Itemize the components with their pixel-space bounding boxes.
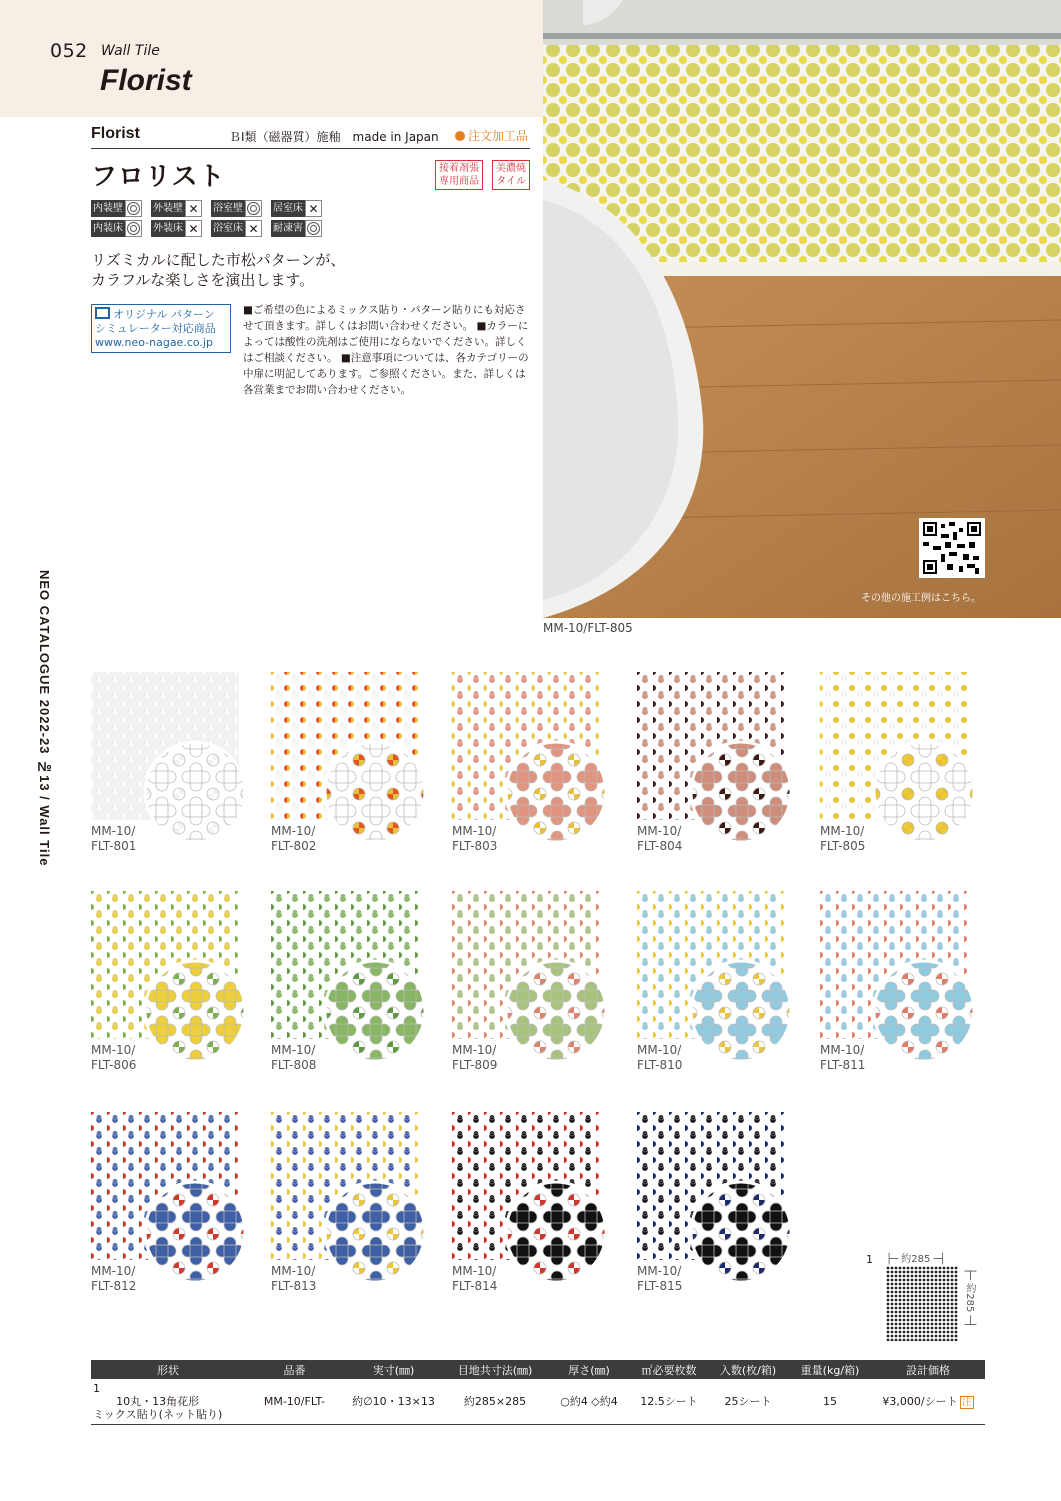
divider: [91, 148, 530, 149]
tile-closeup: [145, 742, 245, 842]
dimension-width-label: 約285: [901, 1254, 931, 1265]
usage-item: [211, 200, 271, 217]
tile-swatch: [271, 891, 419, 1072]
sheet-diagram: [886, 1266, 958, 1341]
page-number: 052: [50, 40, 88, 62]
tile-closeup: [691, 961, 791, 1061]
qr-code[interactable]: [919, 518, 985, 578]
sheet-diagram-graphic: [886, 1266, 958, 1341]
tile-swatch: [820, 891, 968, 1072]
description-line: リズミカルに配した市松パターンが、: [91, 251, 346, 269]
tile-code: MM-10/ FLT-812: [91, 1264, 137, 1293]
tile-closeup: [325, 742, 425, 842]
usage-item: [151, 220, 211, 237]
dimension-height: ├─ 約285 ─┤: [964, 1268, 975, 1328]
tile-code: MM-10/ FLT-814: [452, 1264, 498, 1293]
tile-closeup: [506, 961, 606, 1061]
tile-code: MM-10/ FLT-804: [637, 824, 683, 853]
tile-closeup: [874, 961, 974, 1061]
tile-swatch: [452, 672, 600, 853]
series-title: Florist: [100, 64, 192, 97]
product-name-jp: フロリスト: [91, 162, 226, 192]
tile-code: MM-10/ FLT-809: [452, 1043, 498, 1072]
tile-closeup: [874, 742, 974, 842]
spec-table: [91, 1360, 985, 1425]
cell-size: 約∅10・13×13: [344, 1379, 443, 1425]
usage-item: [151, 200, 211, 217]
double-circle-icon: [125, 200, 142, 217]
tile-swatch: [452, 1112, 600, 1293]
custom-order-badge: [455, 127, 528, 144]
cross-icon: ✕: [245, 220, 262, 237]
usage-item: [91, 200, 151, 217]
description: [91, 250, 345, 290]
dimension-height-label: 約285: [964, 1283, 975, 1313]
usage-item: [91, 220, 151, 237]
tile-code: MM-10/ FLT-801: [91, 824, 137, 853]
usage-item: [211, 220, 271, 237]
usage-label: 浴室床: [211, 220, 245, 237]
usage-label: 内装床: [91, 220, 125, 237]
table-header-row: [91, 1360, 985, 1379]
cell-shape: [91, 1379, 245, 1425]
qr-caption: その他の施工例はこちら。: [861, 593, 981, 604]
double-circle-icon: [305, 220, 322, 237]
cross-icon: ✕: [185, 220, 202, 237]
simulator-line2: シミュレーター対応商品: [95, 322, 216, 335]
usage-item: [271, 220, 331, 237]
mino-badge: [492, 160, 530, 190]
price-value: ¥3,000/シート: [882, 1394, 958, 1408]
tile-swatch: [637, 1112, 785, 1293]
tile-code: MM-10/ FLT-808: [271, 1043, 317, 1072]
qr-code-icon: [923, 522, 981, 574]
description-line: カラフルな楽しさを演出します。: [91, 271, 315, 289]
product-meta: ＢⅠ類（磁器質）施釉 made in Japan: [229, 130, 439, 144]
usage-label: 内装壁: [91, 200, 125, 217]
usage-label: 耐凍害: [271, 220, 305, 237]
tile-swatch: [91, 1112, 239, 1293]
tile-code: MM-10/ FLT-815: [637, 1264, 683, 1293]
tile-code: MM-10/ FLT-802: [271, 824, 317, 853]
tile-swatch: [271, 672, 419, 853]
col-price: 設計価格: [871, 1360, 985, 1379]
shape-line2: ミックス貼り(ネット貼り): [93, 1408, 223, 1421]
col-per-box: 入数(枚/箱): [707, 1360, 789, 1379]
cell-code: MM-10/FLT-: [245, 1379, 344, 1425]
cross-icon: ✕: [305, 200, 322, 217]
cell-per-box: 25シート: [707, 1379, 789, 1425]
usage-label: 外装床: [151, 220, 185, 237]
shape-line1: 10丸・13角花形: [116, 1395, 200, 1408]
double-circle-icon: [245, 200, 262, 217]
tile-code: MM-10/ FLT-803: [452, 824, 498, 853]
side-catalogue-label: NEO CATALOGUE 2022-23 №13 / Wall Tile: [37, 570, 52, 867]
tile-swatch: [91, 891, 239, 1072]
tile-code: MM-10/ FLT-811: [820, 1043, 866, 1072]
cell-price: [871, 1379, 985, 1425]
tile-code: MM-10/ FLT-806: [91, 1043, 137, 1072]
tile-swatch: [271, 1112, 419, 1293]
usage-item: [271, 200, 331, 217]
double-circle-icon: [125, 220, 142, 237]
monitor-icon: [95, 307, 110, 319]
adhesive-badge-line2: 専用商品: [439, 176, 479, 187]
tile-closeup: [145, 1182, 245, 1282]
product-name-en: Florist: [91, 125, 140, 142]
tile-closeup: [691, 742, 791, 842]
row-number: 1: [93, 1382, 100, 1395]
adhesive-badge-line1: 接着剤張: [439, 163, 479, 174]
tile-code: MM-10/ FLT-813: [271, 1264, 317, 1293]
col-size: 実寸(㎜): [344, 1360, 443, 1379]
simulator-box[interactable]: [91, 304, 231, 353]
usage-label: 居室床: [271, 200, 305, 217]
tile-swatch: [637, 672, 785, 853]
tile-closeup: [325, 1182, 425, 1282]
mino-badge-line2: タイル: [496, 176, 526, 187]
tile-closeup: [325, 961, 425, 1061]
category-label: Wall Tile: [101, 43, 160, 59]
custom-order-label: 注文加工品: [468, 129, 529, 143]
cross-icon: ✕: [185, 200, 202, 217]
tile-swatch: [91, 672, 239, 853]
col-thickness: 厚さ(㎜): [547, 1360, 631, 1379]
table-row: [91, 1379, 985, 1425]
note-mark: 注: [961, 1396, 972, 1408]
tile-swatch: [452, 891, 600, 1072]
simulator-url[interactable]: www.neo-nagae.co.jp: [95, 336, 213, 349]
usage-grid: [91, 200, 329, 237]
cell-joint: 約285×285: [443, 1379, 547, 1425]
cell-weight: 15: [789, 1379, 871, 1425]
col-shape: 形状: [91, 1360, 245, 1379]
tile-closeup: [145, 961, 245, 1061]
simulator-line1: オリジナル パターン: [113, 308, 215, 321]
col-code: 品番: [245, 1360, 344, 1379]
mino-badge-line1: 美濃焼: [496, 163, 526, 174]
tile-code: MM-10/ FLT-810: [637, 1043, 683, 1072]
photo-caption: MM-10/FLT-805: [543, 621, 633, 635]
tile-swatch: [637, 891, 785, 1072]
col-per-m2: ㎡必要枚数: [631, 1360, 707, 1379]
orange-dot-icon: [455, 131, 465, 141]
tile-swatch: [820, 672, 968, 853]
tile-closeup: [506, 1182, 606, 1282]
adhesive-badge: [435, 160, 483, 190]
tile-code: MM-10/ FLT-805: [820, 824, 866, 853]
col-joint: 目地共寸法(㎜): [443, 1360, 547, 1379]
dimension-width: ├─ 約285 ─┤: [886, 1254, 946, 1265]
tile-closeup: [691, 1182, 791, 1282]
tile-closeup: [506, 742, 606, 842]
notes: ■ご希望の色によるミックス貼り・パターン貼りにも対応させて頂きます。詳しくはお問い合わせください。 ■カラーによっては酸性の洗剤はご使用にならないでください。詳しくはご相談ください。 ■注意事項については、各カテゴリーの中扉に明記してあります。ご参照ください。また、詳しくは各営業までお問い合わせください。: [243, 304, 529, 396]
usage-label: 外装壁: [151, 200, 185, 217]
usage-label: 浴室壁: [211, 200, 245, 217]
cell-per-m2: 12.5シート: [631, 1379, 707, 1425]
spec-item-number: 1: [866, 1253, 873, 1266]
cell-thickness: ○約4 ◇約4: [547, 1379, 631, 1425]
col-weight: 重量(kg/箱): [789, 1360, 871, 1379]
